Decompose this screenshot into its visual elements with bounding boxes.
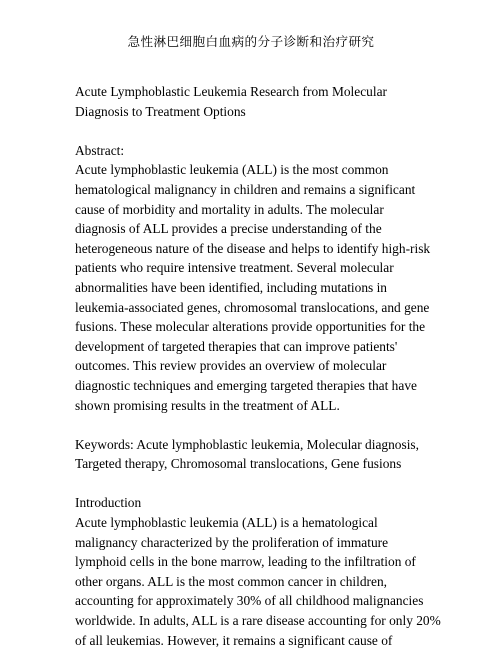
abstract-line: diagnostic techniques and emerging targeted therapies that have xyxy=(75,377,417,393)
keywords-line-1: Keywords: Acute lymphoblastic leukemia, Molecular diagnosis, xyxy=(75,436,419,452)
document-body xyxy=(75,82,441,650)
english-title-line-2: Diagnosis to Treatment Options xyxy=(75,103,246,119)
abstract-line: shown promising results in the treatment of ALL. xyxy=(75,397,340,413)
abstract-line: diagnosis of ALL provides a precise understanding of the xyxy=(75,221,382,237)
keywords-line-2: Targeted therapy, Chromosomal translocations, Gene fusions xyxy=(75,456,402,472)
english-title-line-1: Acute Lymphoblastic Leukemia Research from Molecular xyxy=(75,84,387,99)
abstract-line: patients who require intensive treatment. Several molecular xyxy=(75,260,394,276)
abstract-heading: Abstract: xyxy=(75,142,125,158)
abstract-line: abnormalities have been identified, including mutations in xyxy=(75,279,387,295)
introduction-heading: Introduction xyxy=(75,495,142,511)
introduction-line: accounting for approximately 30% of all childhood malignancies xyxy=(75,593,424,609)
abstract-line: heterogeneous nature of the disease and helps to identify high-risk xyxy=(75,240,431,256)
abstract-line: leukemia-associated genes, chromosomal translocations, and gene xyxy=(75,299,430,315)
spacer xyxy=(75,474,435,494)
spacer xyxy=(75,415,435,435)
introduction-line: worldwide. In adults, ALL is a rare disease accounting for only 20% xyxy=(75,613,441,629)
chinese-title: 急性淋巴细胞白血病的分子诊断和治疗研究 xyxy=(127,34,375,49)
introduction-line: other organs. ALL is the most common cancer in children, xyxy=(75,573,387,589)
introduction-line: Acute lymphoblastic leukemia (ALL) is a hematological xyxy=(75,515,378,531)
abstract-line: development of targeted therapies that can improve patients' xyxy=(75,338,398,354)
abstract-line: hematological malignancy in children and remains a significant xyxy=(75,181,416,197)
abstract-line: outcomes. This review provides an overview of molecular xyxy=(75,358,387,374)
spacer xyxy=(75,121,435,141)
introduction-line: malignancy characterized by the proliferation of immature xyxy=(75,534,389,550)
introduction-line: of all leukemias. However, it remains a significant cause of xyxy=(75,632,393,648)
abstract-line: cause of morbidity and mortality in adults. The molecular xyxy=(75,201,384,217)
introduction-line: lymphoid cells in the bone marrow, leading to the infiltration of xyxy=(75,554,416,570)
abstract-line: fusions. These molecular alterations provide opportunities for the xyxy=(75,319,426,335)
abstract-line: Acute lymphoblastic leukemia (ALL) is the most common xyxy=(75,162,389,178)
